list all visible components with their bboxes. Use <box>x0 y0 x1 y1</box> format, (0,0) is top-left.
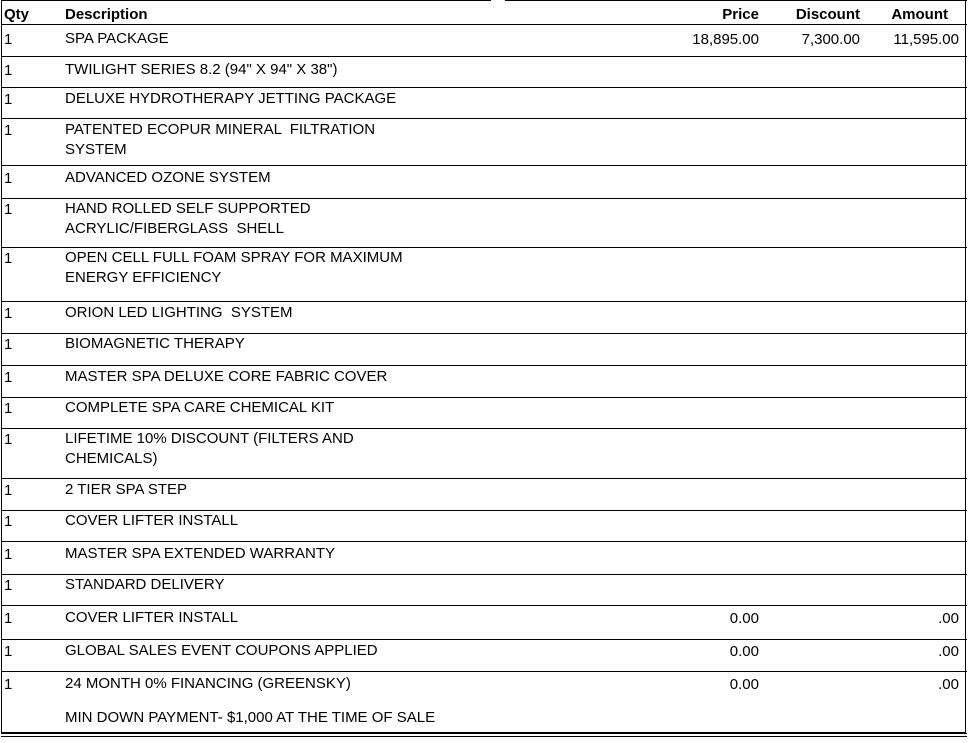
row-qty: 1 <box>4 513 13 530</box>
row-qty: 1 <box>4 482 13 499</box>
row-description: PATENTED ECOPUR MINERAL FILTRATION SYSTEM <box>65 121 376 158</box>
row-price: 18,895.00 <box>692 31 759 48</box>
header-divider <box>1 24 967 25</box>
row-qty: 1 <box>4 336 13 353</box>
row-price: 0.00 <box>729 643 759 660</box>
table-top-border <box>1 0 491 1</box>
row-description: MASTER SPA DELUXE CORE FABRIC COVER <box>65 368 388 385</box>
row-divider <box>1 301 967 302</box>
row-description: BIOMAGNETIC THERAPY <box>65 335 245 352</box>
row-qty: 1 <box>4 305 13 322</box>
row-qty: 1 <box>4 676 13 693</box>
row-description: COVER LIFTER INSTALL <box>65 609 239 626</box>
row-qty: 1 <box>4 122 13 139</box>
row-description: COVER LIFTER INSTALL <box>65 512 239 529</box>
row-price: 0.00 <box>729 610 759 627</box>
row-qty: 1 <box>4 400 13 417</box>
row-amount: 11,595.00 <box>893 31 959 48</box>
row-qty: 1 <box>4 31 13 48</box>
row-description: HAND ROLLED SELF SUPPORTED ACRYLIC/FIBERGLASS SHELL <box>65 200 311 237</box>
row-qty: 1 <box>4 170 13 187</box>
row-qty: 1 <box>4 546 13 563</box>
payment-note: MIN DOWN PAYMENT- $1,000 AT THE TIME OF SALE <box>65 709 436 726</box>
header-qty: Qty <box>4 6 30 23</box>
row-description: OPEN CELL FULL FOAM SPRAY FOR MAXIMUM ENERGY EFFICIENCY <box>65 249 403 286</box>
row-description: TWILIGHT SERIES 8.2 (94" X 94" X 38") <box>65 61 338 78</box>
row-qty: 1 <box>4 62 13 79</box>
row-qty: 1 <box>4 610 13 627</box>
row-description: DELUXE HYDROTHERAPY JETTING PACKAGE <box>65 90 397 107</box>
row-description: ORION LED LIGHTING SYSTEM <box>65 304 293 321</box>
row-qty: 1 <box>4 250 13 267</box>
header-discount: Discount <box>795 6 860 23</box>
row-description: GLOBAL SALES EVENT COUPONS APPLIED <box>65 642 378 659</box>
row-amount: .00 <box>938 610 959 627</box>
row-divider <box>1 639 967 640</box>
row-qty: 1 <box>4 431 13 448</box>
row-qty: 1 <box>4 369 13 386</box>
row-amount: .00 <box>938 676 959 693</box>
row-amount: .00 <box>938 643 959 660</box>
row-qty: 1 <box>4 201 13 218</box>
row-qty: 1 <box>4 577 13 594</box>
table-bottom-border <box>1 733 967 734</box>
row-divider <box>1 605 967 606</box>
header-price: Price <box>722 6 759 23</box>
table-bottom-border-double <box>1 736 967 737</box>
row-description: 24 MONTH 0% FINANCING (GREENSKY) <box>65 675 351 692</box>
row-divider <box>1 118 967 119</box>
row-price: 0.00 <box>729 676 759 693</box>
table-top-border-right <box>505 0 967 1</box>
row-qty: 1 <box>4 643 13 660</box>
row-divider <box>1 87 967 88</box>
row-description: MASTER SPA EXTENDED WARRANTY <box>65 545 336 562</box>
row-description: STANDARD DELIVERY <box>65 576 225 593</box>
header-amount: Amount <box>891 6 948 23</box>
row-description: COMPLETE SPA CARE CHEMICAL KIT <box>65 399 335 416</box>
row-divider <box>1 365 967 366</box>
header-description: Description <box>65 6 148 23</box>
row-description: LIFETIME 10% DISCOUNT (FILTERS AND CHEMICALS) <box>65 430 354 467</box>
row-divider <box>1 165 967 166</box>
row-divider <box>1 56 967 57</box>
row-qty: 1 <box>4 91 13 108</box>
row-description: ADVANCED OZONE SYSTEM <box>65 169 271 186</box>
row-divider <box>1 478 967 479</box>
row-divider <box>1 671 967 672</box>
row-description: 2 TIER SPA STEP <box>65 481 187 498</box>
row-description: SPA PACKAGE <box>65 30 169 47</box>
row-discount: 7,300.00 <box>801 31 860 48</box>
row-divider <box>1 541 967 542</box>
